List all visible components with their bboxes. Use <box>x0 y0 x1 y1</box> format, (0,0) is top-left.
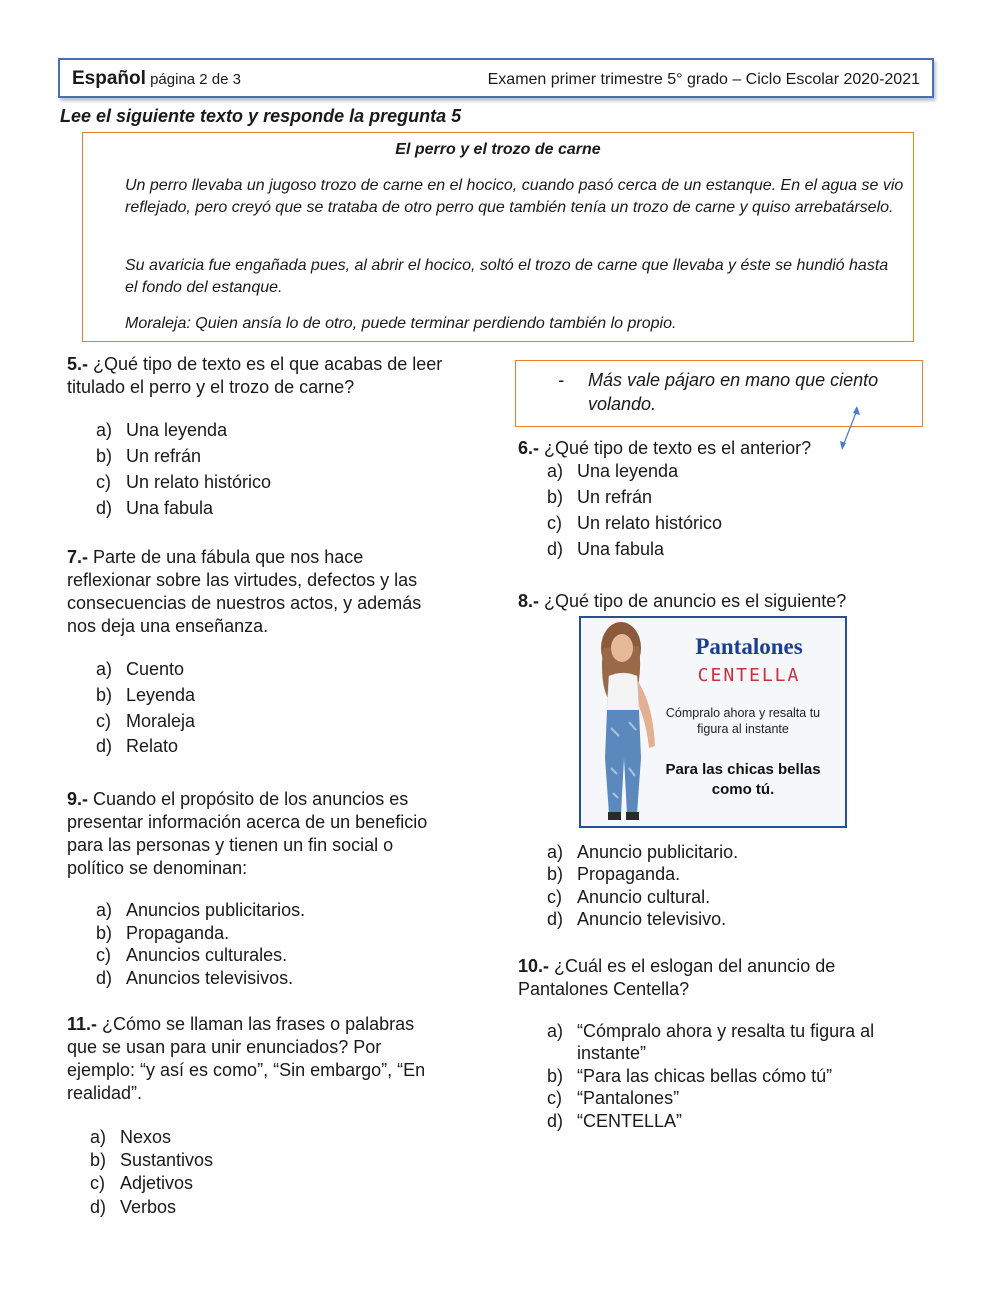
option-letter: a) <box>547 842 564 862</box>
option[interactable] <box>547 909 726 930</box>
ad-line-1: Cómpralo ahora y resalta tu <box>665 706 821 720</box>
option-letter: b) <box>547 1066 564 1086</box>
page-header <box>58 58 934 98</box>
advertisement-image <box>579 616 847 828</box>
option-letter: a) <box>96 420 113 440</box>
question-text: ¿Qué tipo de texto es el anterior? <box>544 438 812 458</box>
page-number: página 2 de 3 <box>150 71 241 88</box>
question-text: ¿Cuál es el eslogan del anuncio de <box>554 956 836 976</box>
question-number: 8.- <box>518 591 540 611</box>
option[interactable] <box>547 1066 832 1087</box>
option-letter: b) <box>96 446 113 466</box>
option[interactable] <box>547 539 664 560</box>
question-text: político se denominan: <box>67 858 248 878</box>
question-text: Parte de una fábula que nos hace <box>93 547 364 567</box>
option-continuation <box>577 1043 646 1064</box>
exam-title: Examen primer trimestre 5° grado – Ciclo Escolar 2020-2021 <box>487 71 920 88</box>
option-text: Adjetivos <box>120 1173 194 1193</box>
option-text: instante” <box>577 1043 647 1063</box>
option-letter: d) <box>547 539 564 559</box>
option-letter: d) <box>547 909 564 929</box>
option[interactable] <box>96 736 178 757</box>
option-text: Relato <box>126 736 179 756</box>
option[interactable] <box>96 685 195 706</box>
question-text: ¿Qué tipo de texto es el que acabas de leer <box>93 354 443 374</box>
option-text: Propaganda. <box>126 923 230 943</box>
option-text: Un refrán <box>577 487 653 507</box>
question-9 <box>67 788 487 880</box>
option-text: Anuncios televisivos. <box>126 968 294 988</box>
option-text: Propaganda. <box>577 864 681 884</box>
question-text: consecuencias de nuestros actos, y además <box>67 593 422 613</box>
option[interactable] <box>547 513 722 534</box>
option[interactable] <box>547 1111 682 1132</box>
question-8 <box>518 590 918 613</box>
question-10-options <box>547 1021 937 1137</box>
question-10 <box>518 955 918 1001</box>
option[interactable] <box>96 945 287 966</box>
list-dash: - <box>558 370 564 390</box>
question-text: reflexionar sobre las virtudes, defectos y las <box>67 570 418 590</box>
option[interactable] <box>90 1150 213 1171</box>
option-letter: a) <box>96 659 113 679</box>
option[interactable] <box>96 659 184 680</box>
option[interactable] <box>96 711 195 732</box>
option-text: Anuncio televisivo. <box>577 909 727 929</box>
option-letter: b) <box>90 1150 107 1170</box>
option-letter: b) <box>96 923 113 943</box>
question-11 <box>67 1013 487 1105</box>
option-text: Un refrán <box>126 446 202 466</box>
question-number: 6.- <box>518 438 540 458</box>
instruction: Lee el siguiente texto y responde la pregunta 5 <box>60 106 462 126</box>
option-letter: b) <box>547 864 564 884</box>
option[interactable] <box>90 1197 176 1218</box>
option-letter: c) <box>547 513 562 533</box>
option-text: Una leyenda <box>577 461 679 481</box>
ad-slogan-1: Para las chicas bellas <box>665 761 821 778</box>
question-number: 10.- <box>518 956 550 976</box>
question-text: nos deja una enseñanza. <box>67 616 269 636</box>
option-letter: d) <box>96 968 113 988</box>
question-number: 5.- <box>67 354 89 374</box>
option-text: Anuncios publicitarios. <box>126 900 306 920</box>
question-5 <box>67 353 497 399</box>
question-7-options <box>96 659 476 769</box>
option[interactable] <box>547 864 680 885</box>
question-text: para las personas y tienen un fin social o <box>67 835 394 855</box>
question-text: que se usan para unir enunciados? Por <box>67 1037 382 1057</box>
option-text: Verbos <box>120 1197 177 1217</box>
option-letter: a) <box>96 900 113 920</box>
option[interactable] <box>547 1088 679 1109</box>
option-letter: c) <box>547 1088 562 1108</box>
question-8-options <box>547 842 927 938</box>
option-text: Anuncio publicitario. <box>577 842 739 862</box>
story-moral: Moraleja: Quien ansía lo de otro, puede terminar perdiendo también lo propio. <box>125 315 677 332</box>
option[interactable] <box>547 1021 874 1042</box>
option-letter: d) <box>90 1197 107 1217</box>
option-letter: a) <box>547 461 564 481</box>
ad-line-2: figura al instante <box>697 722 789 736</box>
option-text: Nexos <box>120 1127 172 1147</box>
question-text: Pantalones Centella? <box>518 979 690 999</box>
option-text: Leyenda <box>126 685 196 705</box>
option-text: Moraleja <box>126 711 196 731</box>
option-text: Anuncios culturales. <box>126 945 288 965</box>
option-letter: c) <box>96 472 111 492</box>
option-text: “Cómpralo ahora y resalta tu figura al <box>577 1021 875 1041</box>
option-text: “Pantalones” <box>577 1088 680 1108</box>
option-text: “Para las chicas bellas cómo tú” <box>577 1066 833 1086</box>
ad-slogan-2: como tú. <box>711 781 775 798</box>
question-5-options <box>96 420 476 530</box>
option-letter: c) <box>96 711 111 731</box>
option[interactable] <box>96 446 201 467</box>
option[interactable] <box>96 900 305 921</box>
option-text: “CENTELLA” <box>577 1111 683 1131</box>
question-text: ejemplo: “y así es como”, “Sin embargo”, “En <box>67 1060 426 1080</box>
option-letter: b) <box>547 487 564 507</box>
option[interactable] <box>90 1173 193 1194</box>
option-text: Anuncio cultural. <box>577 887 711 907</box>
story-box <box>82 132 914 342</box>
option[interactable] <box>547 842 738 863</box>
question-6 <box>518 437 858 460</box>
option[interactable] <box>96 968 293 989</box>
ad-brand: CENTELLA <box>697 665 801 686</box>
question-number: 11.- <box>67 1014 98 1034</box>
option[interactable] <box>96 498 213 519</box>
header-left <box>72 68 241 90</box>
option-letter: c) <box>547 887 562 907</box>
option-letter: a) <box>547 1021 564 1041</box>
option[interactable] <box>96 472 271 493</box>
question-7 <box>67 546 487 638</box>
option-text: Sustantivos <box>120 1150 214 1170</box>
option[interactable] <box>547 461 678 482</box>
option-letter: d) <box>547 1111 564 1131</box>
option-letter: b) <box>96 685 113 705</box>
option-text: Cuento <box>126 659 185 679</box>
proverb-text: Más vale pájaro en mano que ciento volando. <box>588 370 879 414</box>
question-text: ¿Qué tipo de anuncio es el siguiente? <box>544 591 847 611</box>
option-text: Un relato histórico <box>126 472 272 492</box>
story-title: El perro y el trozo de carne <box>395 141 601 158</box>
story-paragraph-1: Un perro llevaba un jugoso trozo de carne en el hocico, cuando pasó cerca de un estanque. En el agua se vio reflejado, pero creyó que se trataba de otro perro que también tenía un trozo de carne y quiso arrebatárselo. <box>125 177 904 216</box>
question-text: realidad”. <box>67 1083 143 1103</box>
option-letter: d) <box>96 736 113 756</box>
ad-title: Pantalones <box>695 634 803 659</box>
option[interactable] <box>96 420 227 441</box>
question-11-options <box>90 1127 470 1223</box>
question-6-options <box>547 461 927 571</box>
subject-title: Español <box>72 68 146 89</box>
question-number: 9.- <box>67 789 89 809</box>
question-text: titulado el perro y el trozo de carne? <box>67 377 355 397</box>
question-number: 7.- <box>67 547 89 567</box>
option[interactable] <box>547 887 710 908</box>
story-paragraph-2: Su avaricia fue engañada pues, al abrir el hocico, soltó el trozo de carne que llevaba y éste se hundió hasta el fondo del estanque. <box>125 257 889 296</box>
option-letter: c) <box>90 1173 105 1193</box>
option-text: Una fabula <box>577 539 665 559</box>
question-9-options <box>96 900 476 996</box>
question-text: Cuando el propósito de los anuncios es <box>93 789 409 809</box>
question-text: ¿Cómo se llaman las frases o palabras <box>102 1014 415 1034</box>
option[interactable] <box>90 1127 171 1148</box>
question-text: presentar información acerca de un beneficio <box>67 812 428 832</box>
option-text: Una fabula <box>126 498 214 518</box>
option-letter: c) <box>96 945 111 965</box>
option-text: Una leyenda <box>126 420 228 440</box>
option[interactable] <box>96 923 229 944</box>
option-letter: d) <box>96 498 113 518</box>
option-text: Un relato histórico <box>577 513 723 533</box>
option-letter: a) <box>90 1127 107 1147</box>
option[interactable] <box>547 487 652 508</box>
